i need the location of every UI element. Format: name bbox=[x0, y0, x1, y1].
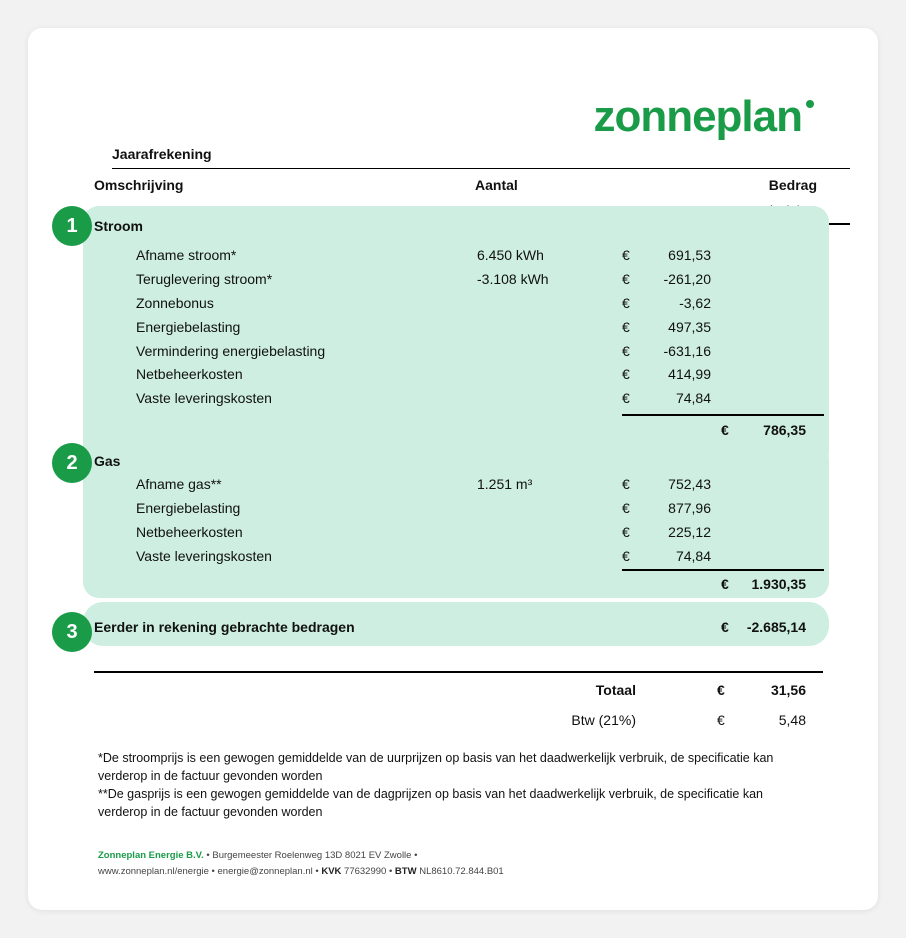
invoice-card bbox=[28, 28, 878, 910]
item-label: Afname stroom* bbox=[136, 247, 237, 263]
item-amount: 74,84 bbox=[675, 548, 711, 564]
line-item bbox=[28, 343, 878, 363]
total-label: Totaal bbox=[595, 682, 636, 698]
item-label: Netbeheerkosten bbox=[136, 366, 243, 382]
btw-number: NL8610.72.844.B01 bbox=[416, 866, 504, 877]
currency-symbol: € bbox=[622, 319, 630, 335]
section-title: Eerder in rekening gebrachte bedragen bbox=[94, 619, 355, 635]
zonneplan-logo: zonneplan bbox=[593, 92, 802, 141]
section-title: Gas bbox=[94, 453, 121, 469]
footnote-gas: **De gasprijs is een gewogen gemiddelde van de dagprijzen op basis van het daadwerkelijk verbruik, de specificatie kan verderop in de factuur gevonden worden bbox=[98, 787, 763, 819]
line-item bbox=[28, 524, 878, 544]
currency-symbol: € bbox=[717, 682, 725, 698]
item-amount: 74,84 bbox=[675, 390, 711, 406]
item-amount: 497,35 bbox=[668, 319, 711, 335]
line-item bbox=[28, 271, 878, 291]
subtotal-amount: 786,35 bbox=[763, 422, 806, 438]
btw-label: BTW bbox=[394, 866, 417, 877]
company-footer bbox=[98, 848, 504, 880]
footer-line-2 bbox=[98, 864, 504, 880]
subtotal-rule bbox=[622, 414, 824, 416]
currency-symbol: € bbox=[622, 366, 630, 382]
item-label: Afname gas** bbox=[136, 476, 222, 492]
line-item bbox=[28, 476, 878, 496]
section-number-badge: 2 bbox=[52, 443, 92, 483]
kvk-number: 77632990 • bbox=[341, 866, 395, 877]
item-amount: -3,62 bbox=[679, 295, 711, 311]
subtotal-rule bbox=[622, 569, 824, 571]
totals-rule bbox=[94, 671, 823, 673]
item-amount: 414,99 bbox=[668, 366, 711, 382]
item-label: Vaste leveringskosten bbox=[136, 548, 272, 564]
item-quantity: 6.450 kWh bbox=[477, 247, 544, 263]
section-gas bbox=[83, 444, 829, 598]
line-item bbox=[28, 295, 878, 315]
currency-symbol: € bbox=[721, 576, 729, 592]
section-title: Stroom bbox=[94, 218, 143, 234]
line-item bbox=[28, 500, 878, 520]
line-item bbox=[28, 390, 878, 410]
vat-label: Btw (21%) bbox=[571, 712, 636, 728]
currency-symbol: € bbox=[622, 500, 630, 516]
footnote-electricity: *De stroomprijs is een gewogen gemiddelde van de uurprijzen op basis van het daadwerkelijk verbruik, de specificatie kan verderop in de factuur gevonden worden bbox=[98, 751, 774, 783]
currency-symbol: € bbox=[622, 390, 630, 406]
company-web: www.zonneplan.nl/energie • energie@zonneplan.nl • bbox=[98, 866, 322, 877]
item-amount: 225,12 bbox=[668, 524, 711, 540]
item-label: Energiebelasting bbox=[136, 319, 241, 335]
document-title: Jaarafrekening bbox=[112, 146, 212, 162]
item-amount: 877,96 bbox=[668, 500, 711, 516]
item-label: Zonnebonus bbox=[136, 295, 214, 311]
logo-dot bbox=[806, 100, 814, 108]
item-quantity: -3.108 kWh bbox=[477, 271, 549, 287]
item-label: Teruglevering stroom* bbox=[136, 271, 273, 287]
line-item bbox=[28, 247, 878, 267]
kvk-label: KVK bbox=[321, 866, 342, 877]
header-top-rule bbox=[112, 168, 850, 169]
item-label: Netbeheerkosten bbox=[136, 524, 243, 540]
currency-symbol: € bbox=[721, 422, 729, 438]
currency-symbol: € bbox=[622, 524, 630, 540]
footer-line-1 bbox=[98, 848, 504, 864]
currency-symbol: € bbox=[622, 247, 630, 263]
total-amount: 31,56 bbox=[770, 682, 806, 698]
column-header-amount: Bedrag bbox=[768, 177, 817, 193]
item-amount: 752,43 bbox=[668, 476, 711, 492]
item-quantity: 1.251 m³ bbox=[477, 476, 533, 492]
subtotal-amount: 1.930,35 bbox=[751, 576, 806, 592]
currency-symbol: € bbox=[721, 619, 729, 635]
line-item bbox=[28, 319, 878, 339]
column-header-description: Omschrijving bbox=[94, 177, 184, 193]
item-label: Vaste leveringskosten bbox=[136, 390, 272, 406]
company-name: Zonneplan Energie B.V. bbox=[98, 850, 204, 861]
currency-symbol: € bbox=[622, 295, 630, 311]
currency-symbol: € bbox=[622, 343, 630, 359]
currency-symbol: € bbox=[622, 271, 630, 287]
section-number-badge: 3 bbox=[52, 612, 92, 652]
vat-amount: 5,48 bbox=[778, 712, 806, 728]
subtotal-amount: -2.685,14 bbox=[746, 619, 806, 635]
company-address: • Burgemeester Roelenweg 13D 8021 EV Zwolle • bbox=[203, 850, 418, 861]
item-amount: -631,16 bbox=[663, 343, 711, 359]
section-number-badge: 1 bbox=[52, 206, 92, 246]
currency-symbol: € bbox=[622, 548, 630, 564]
item-label: Vermindering energiebelasting bbox=[136, 343, 326, 359]
currency-symbol: € bbox=[717, 712, 725, 728]
currency-symbol: € bbox=[622, 476, 630, 492]
column-header-quantity: Aantal bbox=[475, 177, 518, 193]
item-amount: -261,20 bbox=[663, 271, 711, 287]
line-item bbox=[28, 366, 878, 386]
item-label: Energiebelasting bbox=[136, 500, 241, 516]
item-amount: 691,53 bbox=[668, 247, 711, 263]
line-item bbox=[28, 548, 878, 568]
